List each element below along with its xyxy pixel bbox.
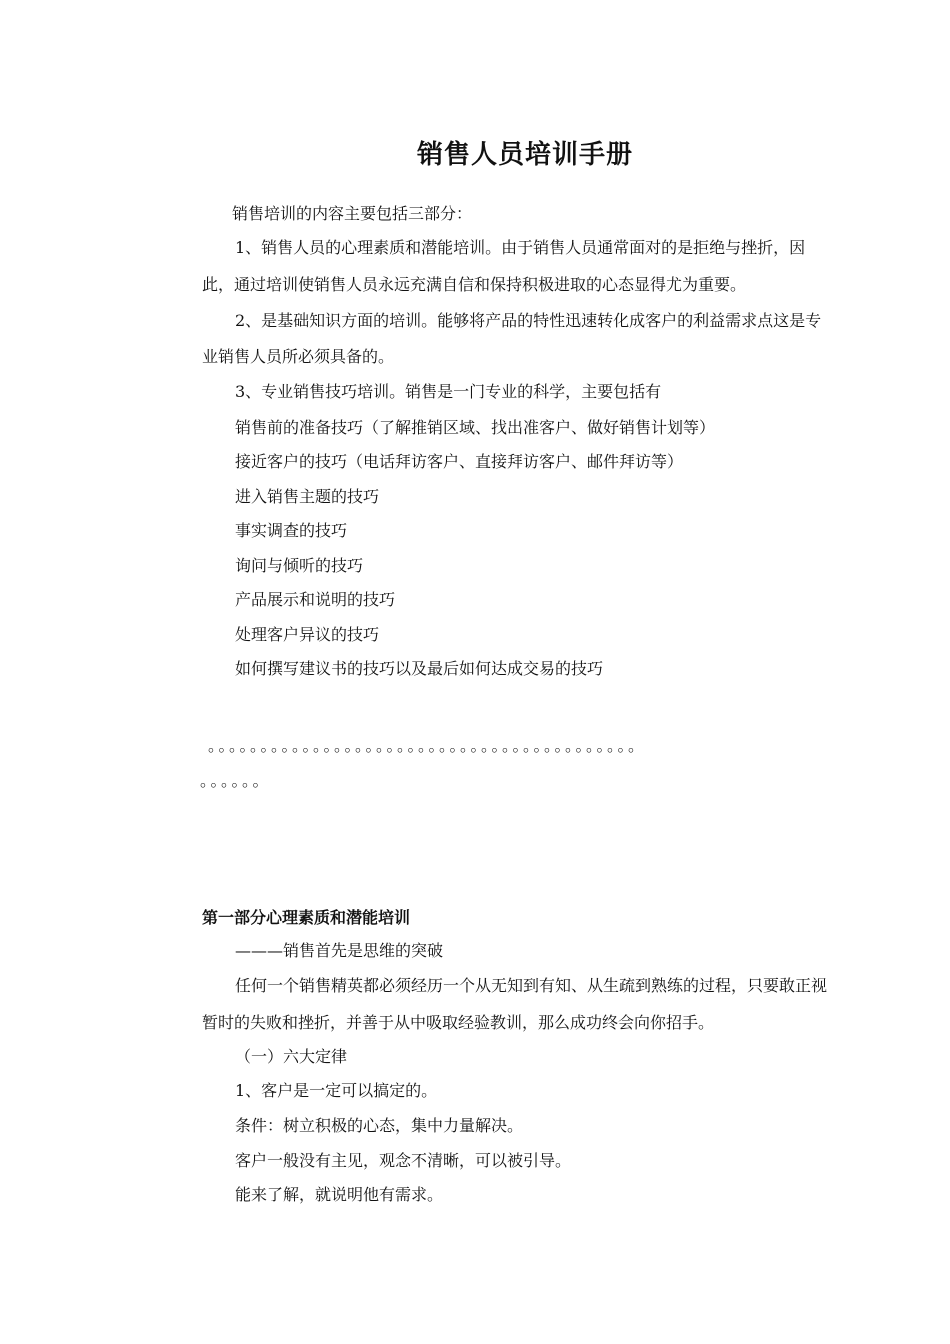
skill-item: 进入销售主题的技巧 xyxy=(235,487,380,506)
part-1-paragraph-line-2: 暂时的失败和挫折，并善于从中吸取经验教训，那么成功终会向你招手。 xyxy=(202,1013,715,1032)
skill-item: 事实调查的技巧 xyxy=(235,521,348,540)
part-1-subtitle: ———销售首先是思维的突破 xyxy=(235,941,444,960)
rule-1-note-2: 能来了解，就说明他有需求。 xyxy=(235,1185,444,1204)
intro-item-1-line-1: 1、销售人员的心理素质和潜能培训。由于销售人员通常面对的是拒绝与挫折，因 xyxy=(235,238,806,257)
section-heading-six-laws: （一）六大定律 xyxy=(235,1047,348,1066)
skill-item: 接近客户的技巧（电话拜访客户、直接拜访客户、邮件拜访等） xyxy=(235,452,684,471)
rule-1-condition: 条件：树立积极的心态，集中力量解决。 xyxy=(235,1116,524,1135)
skill-item: 询问与倾听的技巧 xyxy=(235,556,364,575)
intro-item-2-line-2: 业销售人员所必须具备的。 xyxy=(202,347,395,366)
intro-item-3: 3、专业销售技巧培训。销售是一门专业的科学，主要包括有 xyxy=(235,382,662,401)
intro-item-1-line-2: 此，通过培训使销售人员永远充满自信和保持积极进取的心态显得尤为重要。 xyxy=(202,275,747,294)
intro-item-2-line-1: 2、是基础知识方面的培训。能够将产品的特性迅速转化成客户的利益需求点这是专 xyxy=(235,311,822,330)
ellipsis-dots-line-1: 。。。。。。。。。。。。。。。。。。。。。。。。。。。。。。。。。。。。。。。。。 xyxy=(208,736,647,755)
rule-1: 1、客户是一定可以搞定的。 xyxy=(235,1081,438,1100)
skill-item: 销售前的准备技巧（了解推销区域、找出准客户、做好销售计划等） xyxy=(235,418,716,437)
skill-item: 产品展示和说明的技巧 xyxy=(235,590,396,609)
ellipsis-dots-line-2: 。。。。。。 xyxy=(200,771,272,790)
document-title: 销售人员培训手册 xyxy=(416,140,633,170)
intro-lead: 销售培训的内容主要包括三部分： xyxy=(232,204,473,223)
part-1-paragraph-line-1: 任何一个销售精英都必须经历一个从无知到有知、从生疏到熟练的过程，只要敢正视 xyxy=(235,976,828,995)
part-1-heading: 第一部分心理素质和潜能培训 xyxy=(202,908,411,927)
skill-item: 如何撰写建议书的技巧以及最后如何达成交易的技巧 xyxy=(235,659,604,678)
rule-1-note-1: 客户一般没有主见，观念不清晰，可以被引导。 xyxy=(235,1151,572,1170)
skill-item: 处理客户异议的技巧 xyxy=(235,625,380,644)
